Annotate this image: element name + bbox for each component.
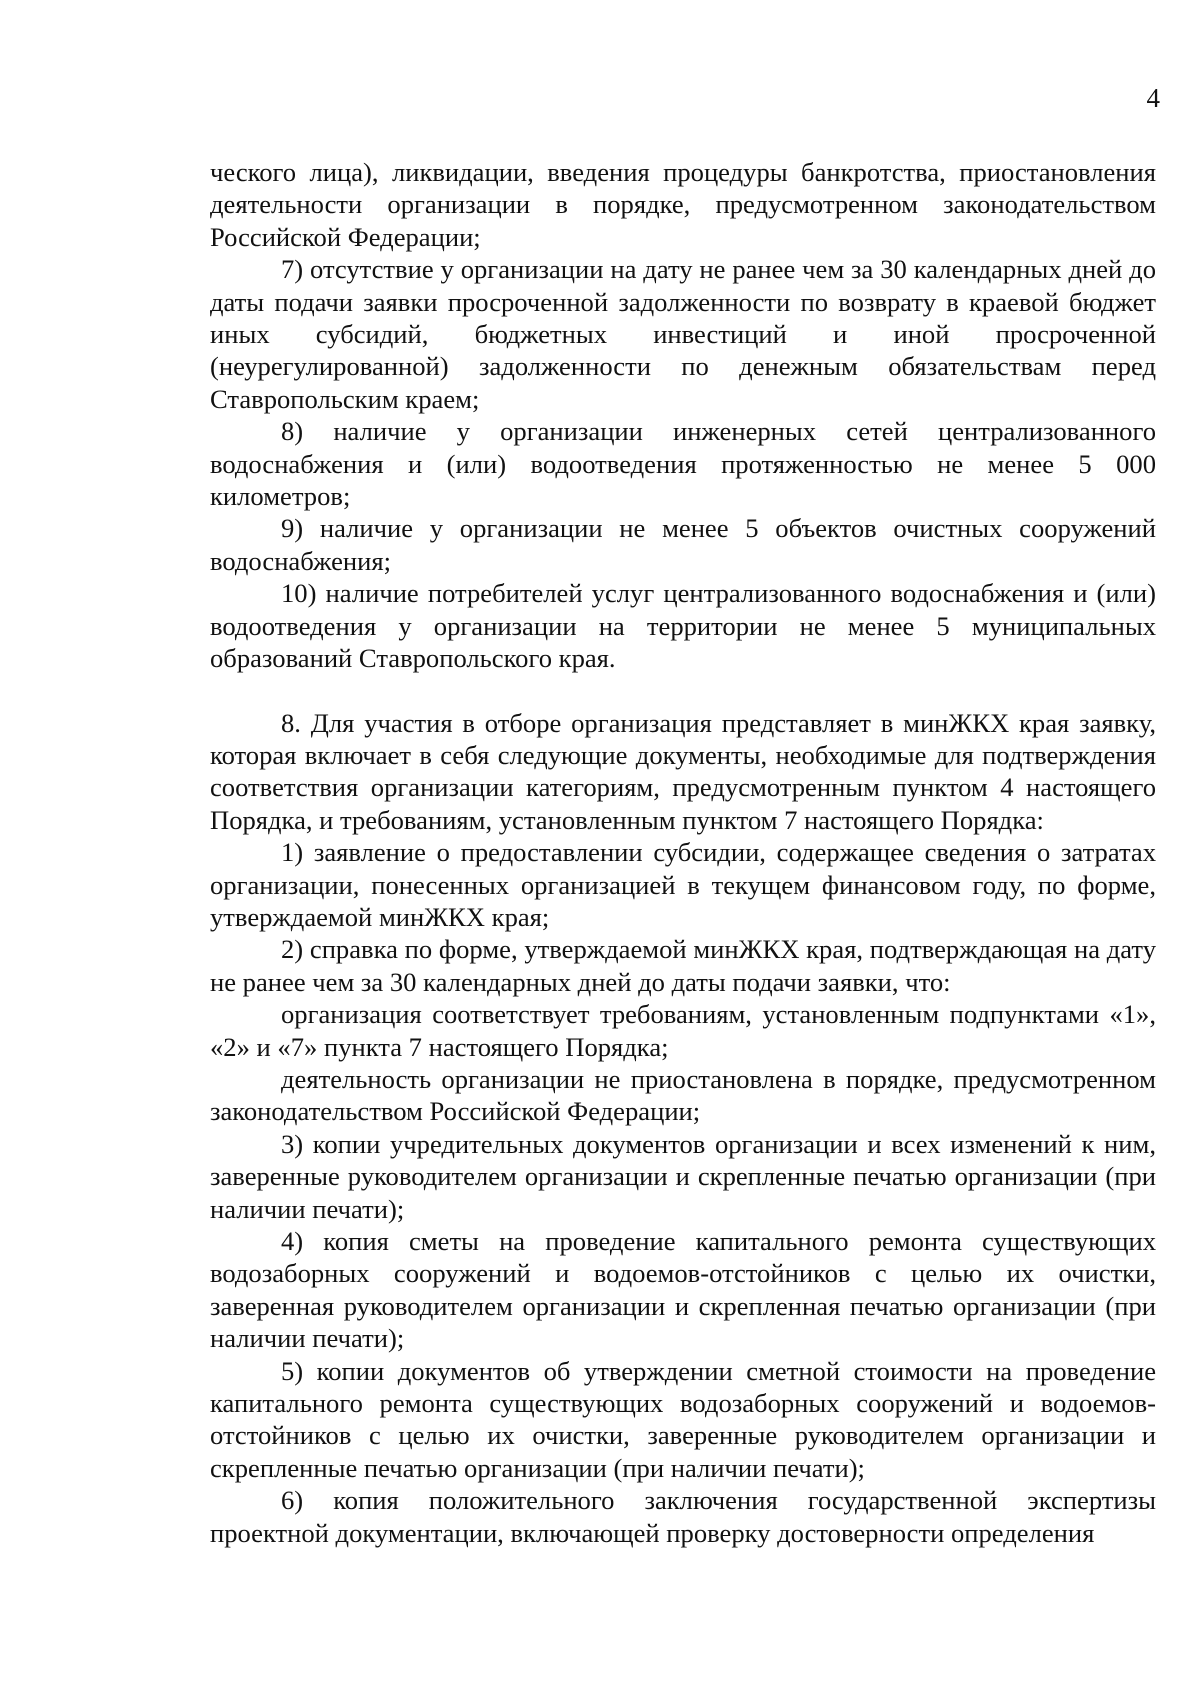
paragraph-item-8: 8) наличие у организации инженерных сетей централизованного водоснабжения и (или) водоотведения протяженностью не менее 5 000 километров; (210, 416, 1156, 512)
paragraph-item-7: 7) отсутствие у организации на дату не ранее чем за 30 календарных дней до даты подачи заявки просроченной задолженности по возврату в краевой бюджет иных субсидий, бюджетных инвестиций и иной просроченной (неурегулированной) задолженности по денежным обязательствам перед Ставропольским краем; (210, 254, 1156, 414)
paragraph-continuation: ческого лица), ликвидации, введения процедуры банкротства, приостановления деятельности организации в порядке, предусмотренном законодательством Российской Федерации; (210, 157, 1156, 252)
paragraph-doc-2-condition-a: организация соответствует требованиям, установленным подпунктами «1», «2» и «7» пункта 7 настоящего Порядка; (210, 999, 1156, 1062)
paragraph-doc-2: 2) справка по форме, утверждаемой минЖКХ края, подтверждающая на дату не ранее чем за 30 календарных дней до даты подачи заявки, что: (210, 934, 1156, 997)
paragraph-doc-1: 1) заявление о предоставлении субсидии, содержащее сведения о затратах организации, понесенных организацией в текущем финансовом году, по форме, утверждаемой минЖКХ края; (210, 837, 1156, 932)
document-body (210, 156, 1156, 1549)
paragraph-doc-5: 5) копии документов об утверждении сметной стоимости на проведение капитального ремонта существующих водозаборных сооружений и водоемов-отстойников с целью их очистки, заверенные руководителем организации и скрепленные печатью организации (при наличии печати); (210, 1355, 1156, 1483)
paragraph-doc-6: 6) копия положительного заключения государственной экспертизы проектной документации, включающей проверку достоверности определения (210, 1485, 1156, 1548)
paragraph-item-10: 10) наличие потребителей услуг централизованного водоснабжения и (или) водоотведения у организации на территории не менее 5 муниципальных образований Ставропольского края. (210, 578, 1156, 674)
paragraph-item-9: 9) наличие у организации не менее 5 объектов очистных сооружений водоснабжения; (210, 513, 1156, 576)
paragraph-doc-4: 4) копия сметы на проведение капитального ремонта существующих водозаборных сооружений и водоемов-отстойников с целью их очистки, заверенная руководителем организации и скрепленная печатью организации (при наличии печати); (210, 1226, 1156, 1354)
page-number: 4 (1146, 83, 1160, 113)
paragraph-section-8: 8. Для участия в отборе организация представляет в минЖКХ края заявку, которая включает в себя следующие документы, необходимые для подтверждения соответствия организации категориям, предусмотренным пунктом 4 настоящего Порядка, и требованиям, установленным пунктом 7 настоящего Порядка: (210, 707, 1156, 835)
paragraph-doc-2-condition-b: деятельность организации не приостановлена в порядке, предусмотренном законодательством Российской Федерации; (210, 1063, 1156, 1127)
section-spacer (210, 675, 1156, 707)
paragraph-doc-3: 3) копии учредительных документов организации и всех изменений к ним, заверенные руководителем организации и скрепленные печатью организации (при наличии печати); (210, 1128, 1156, 1224)
